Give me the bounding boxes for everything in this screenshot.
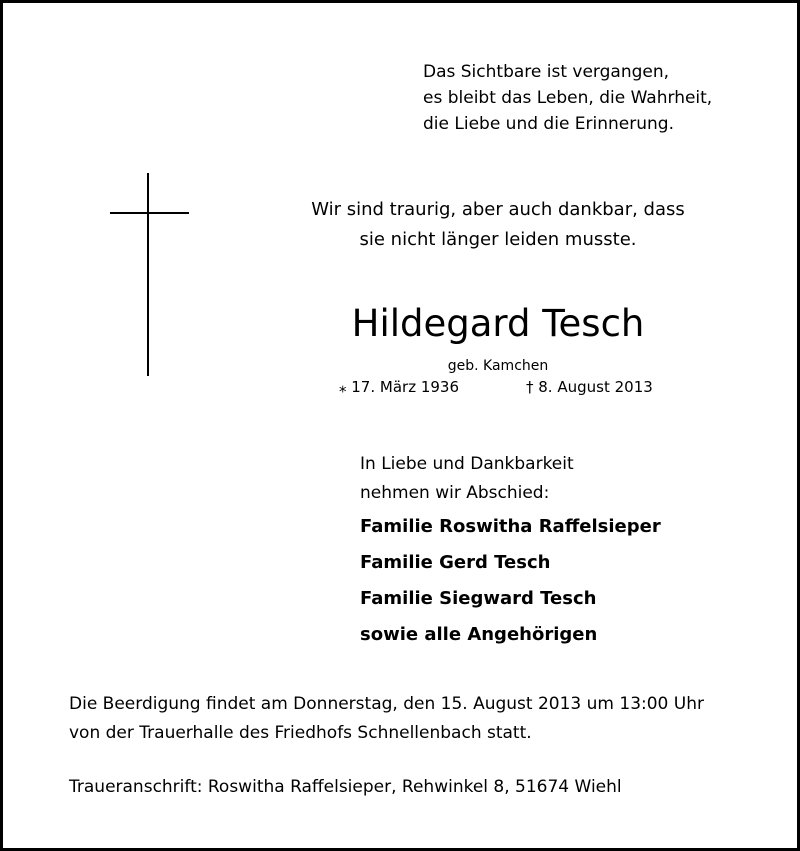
farewell-line: nehmen wir Abschied:: [360, 483, 550, 503]
funeral-line: von der Trauerhalle des Friedhofs Schnellenbach statt.: [69, 723, 532, 743]
mourners-list: [360, 509, 661, 653]
sentiment-line: Wir sind traurig, aber auch dankbar, dass: [311, 199, 685, 220]
birth-date: ⁎ 17. März 1936: [339, 378, 460, 396]
deceased-name: Hildegard Tesch: [351, 302, 645, 345]
mourner-entry: Familie Gerd Tesch: [360, 552, 551, 573]
sentiment-text: [293, 195, 703, 255]
funeral-info: [69, 690, 704, 748]
sentiment-line: sie nicht länger leiden musste.: [359, 229, 637, 250]
mourner-entry: Familie Siegward Tesch: [360, 588, 597, 609]
quote-line: Das Sichtbare ist vergangen,: [423, 62, 670, 82]
memorial-quote: [423, 59, 712, 137]
farewell-line: In Liebe und Dankbarkeit: [360, 454, 574, 474]
quote-line: es bleibt das Leben, die Wahrheit,: [423, 88, 713, 108]
death-date: † 8. August 2013: [526, 378, 653, 396]
birth-name: geb. Kamchen: [447, 358, 549, 374]
mourner-entry: sowie alle Angehörigen: [360, 624, 598, 645]
funeral-line: Die Beerdigung findet am Donnerstag, den 15. August 2013 um 13:00 Uhr: [69, 694, 704, 714]
mourning-address: Traueranschrift: Roswitha Raffelsieper, Rehwinkel 8, 51674 Wiehl: [69, 777, 622, 797]
quote-line: die Liebe und die Erinnerung.: [423, 114, 674, 134]
mourner-entry: Familie Roswitha Raffelsieper: [360, 516, 661, 537]
farewell-text: [360, 450, 574, 508]
